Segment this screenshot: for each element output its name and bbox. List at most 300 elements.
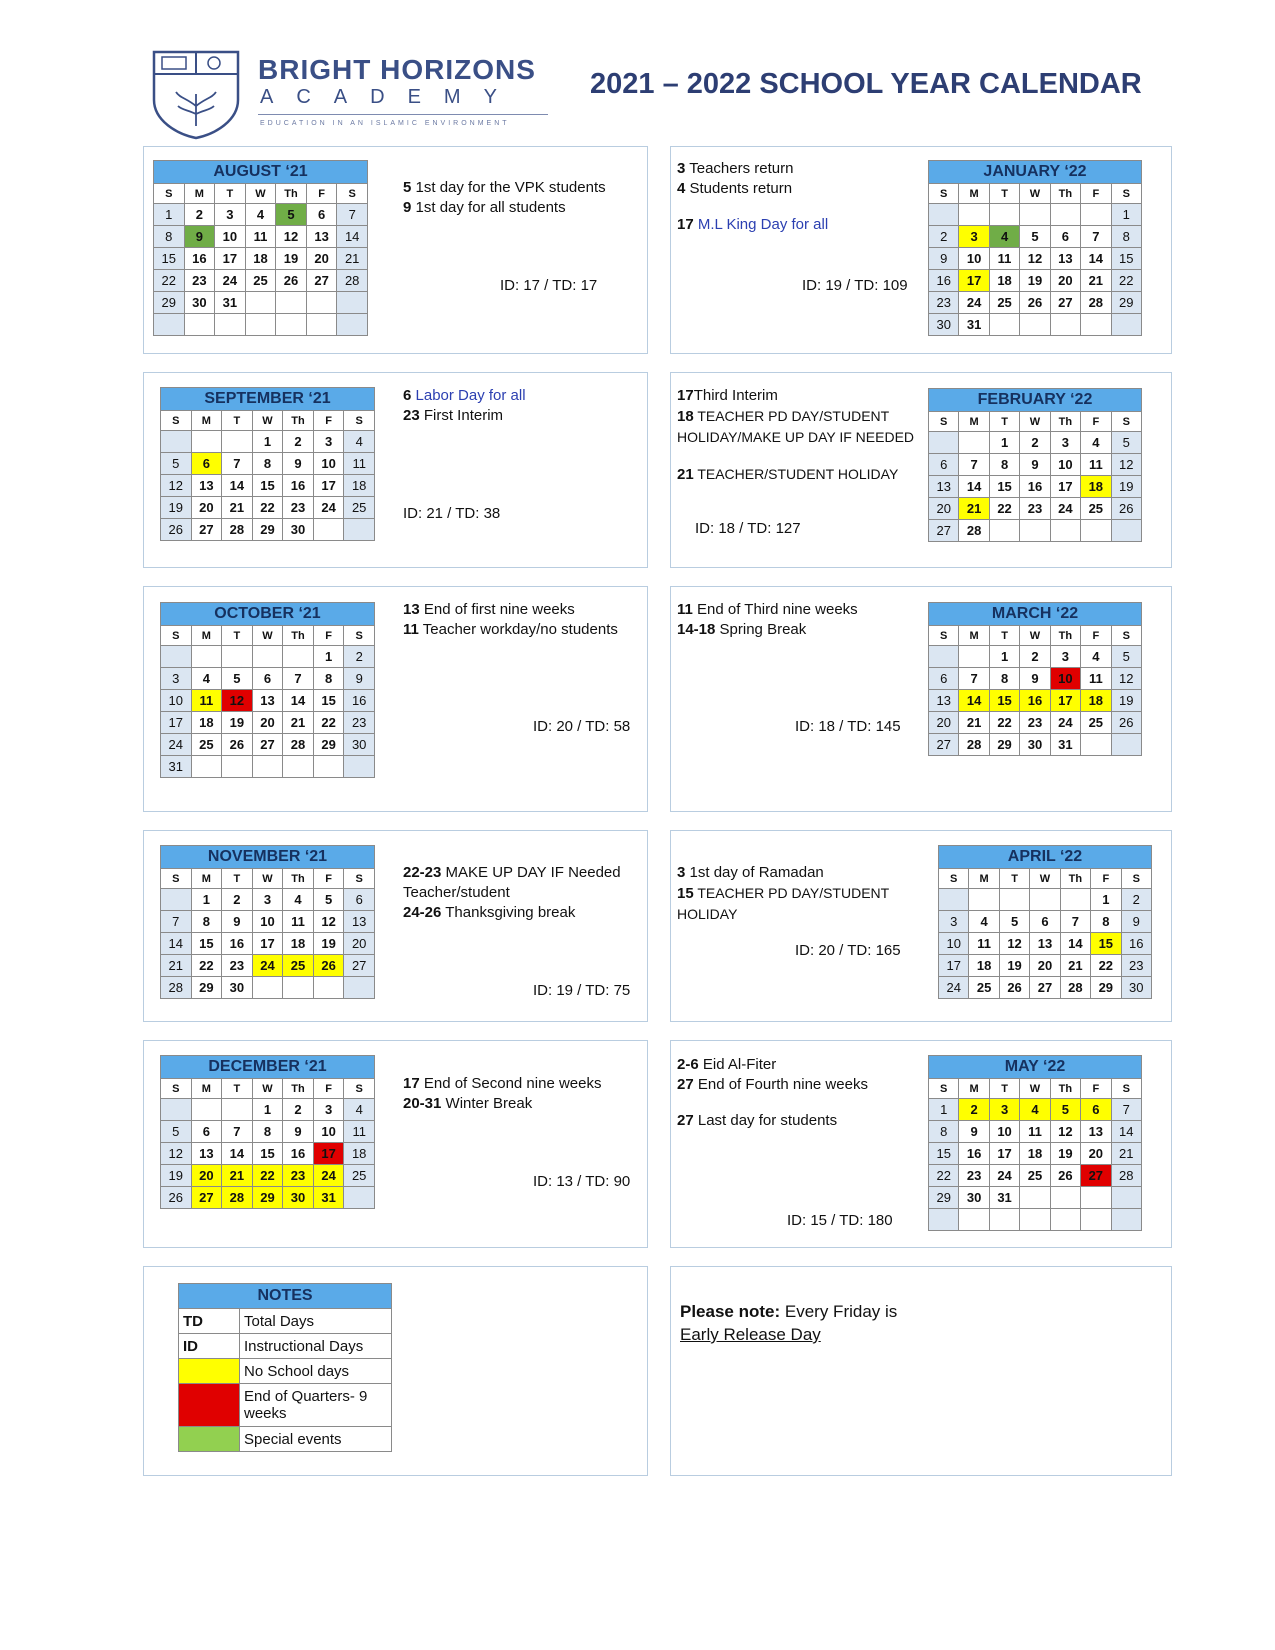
day-cell: 18: [344, 1143, 375, 1165]
weekday-header: F: [313, 1079, 344, 1099]
event-date: 22-23: [403, 864, 442, 881]
day-cell: 7: [1081, 226, 1111, 248]
day-cell: 9: [184, 226, 215, 248]
weekday-header: M: [959, 626, 989, 646]
day-cell: 11: [283, 911, 314, 933]
weekday-header: F: [313, 626, 344, 646]
day-cell: 10: [1050, 454, 1080, 476]
event-date: 2-6: [677, 1056, 699, 1073]
day-cell: 13: [344, 911, 375, 933]
day-cell: 25: [191, 734, 222, 756]
weekday-header: S: [929, 412, 959, 432]
day-cell: 20: [191, 1165, 222, 1187]
weekday-header: S: [161, 626, 192, 646]
event-description: End of Third nine weeks: [692, 601, 858, 618]
day-cell: 4: [989, 226, 1019, 248]
day-cell: 21: [222, 1165, 253, 1187]
event-item: [677, 386, 917, 406]
day-cell: 15: [252, 475, 283, 497]
empty-day-cell: [283, 756, 314, 778]
day-cell: 18: [344, 475, 375, 497]
empty-day-cell: [1020, 1187, 1050, 1209]
month-title: MAY ‘22: [929, 1056, 1142, 1079]
day-cell: 9: [222, 911, 253, 933]
day-cell: 14: [959, 476, 989, 498]
event-date: 15: [677, 885, 694, 902]
day-cell: 1: [191, 889, 222, 911]
event-description: End of first nine weeks: [419, 601, 575, 618]
day-cell: 18: [989, 270, 1019, 292]
day-cell: 27: [1030, 977, 1060, 999]
day-cell: 10: [252, 911, 283, 933]
notes-title: NOTES: [179, 1284, 392, 1309]
day-cell: 12: [999, 933, 1029, 955]
empty-day-cell: [306, 292, 337, 314]
day-cell: 12: [222, 690, 253, 712]
day-cell: 11: [191, 690, 222, 712]
day-cell: 25: [989, 292, 1019, 314]
empty-day-cell: [245, 292, 276, 314]
day-cell: 10: [161, 690, 192, 712]
panel-please-note: [670, 1266, 1172, 1476]
day-cell: 2: [283, 431, 314, 453]
day-cell: 25: [1081, 498, 1111, 520]
day-cell: 5: [1020, 226, 1050, 248]
weekday-header: Th: [1060, 869, 1090, 889]
event-date: 24-26: [403, 904, 442, 921]
event-description: TEACHER PD DAY/STUDENT HOLIDAY: [677, 885, 889, 922]
empty-day-cell: [337, 292, 368, 314]
weekday-header: W: [252, 869, 283, 889]
calendar-october: [160, 602, 375, 778]
day-cell: 17: [252, 933, 283, 955]
weekday-header: T: [999, 869, 1029, 889]
day-cell: 16: [344, 690, 375, 712]
day-cell: 9: [1121, 911, 1151, 933]
day-cell: 25: [1081, 712, 1111, 734]
notes-label-special-events: Special events: [240, 1427, 392, 1452]
weekday-header: S: [1111, 184, 1141, 204]
day-cell: 17: [1050, 690, 1080, 712]
day-cell: 20: [1050, 270, 1080, 292]
day-cell: 1: [1111, 204, 1141, 226]
empty-day-cell: [1050, 520, 1080, 542]
weekday-header: W: [1020, 184, 1050, 204]
empty-day-cell: [191, 756, 222, 778]
day-cell: 25: [344, 1165, 375, 1187]
day-cell: 28: [1111, 1165, 1141, 1187]
weekday-header: S: [154, 184, 185, 204]
day-cell: 27: [929, 520, 959, 542]
day-cell: 6: [929, 668, 959, 690]
weekday-header: W: [1030, 869, 1060, 889]
weekday-header: M: [191, 869, 222, 889]
empty-day-cell: [1081, 1187, 1111, 1209]
day-cell: 10: [313, 453, 344, 475]
day-cell: 27: [1081, 1165, 1111, 1187]
day-cell: 8: [191, 911, 222, 933]
weekday-header: Th: [283, 1079, 314, 1099]
events-october: [403, 600, 638, 640]
weekday-header: S: [1111, 626, 1141, 646]
day-cell: 13: [929, 476, 959, 498]
empty-day-cell: [161, 889, 192, 911]
day-cell: 1: [989, 646, 1019, 668]
day-cell: 28: [161, 977, 192, 999]
empty-day-cell: [1020, 1209, 1050, 1231]
weekday-header: T: [222, 411, 253, 431]
event-date: 21: [677, 466, 694, 483]
idtd-december: ID: 13 / TD: 90: [533, 1173, 631, 1190]
empty-day-cell: [1081, 520, 1111, 542]
empty-day-cell: [191, 1099, 222, 1121]
empty-day-cell: [1111, 1187, 1141, 1209]
day-cell: 2: [959, 1099, 989, 1121]
day-cell: 14: [1081, 248, 1111, 270]
day-cell: 7: [959, 454, 989, 476]
calendar-september: [160, 387, 375, 541]
day-cell: 13: [929, 690, 959, 712]
day-cell: 15: [191, 933, 222, 955]
day-cell: 17: [939, 955, 969, 977]
event-item: [677, 883, 927, 925]
day-cell: 25: [344, 497, 375, 519]
day-cell: 30: [222, 977, 253, 999]
day-cell: 11: [1020, 1121, 1050, 1143]
weekday-header: W: [1020, 412, 1050, 432]
day-cell: 8: [1091, 911, 1121, 933]
event-item: [677, 179, 917, 199]
day-cell: 27: [1050, 292, 1080, 314]
empty-day-cell: [989, 204, 1019, 226]
empty-day-cell: [215, 314, 246, 336]
empty-day-cell: [1111, 1209, 1141, 1231]
day-cell: 27: [191, 519, 222, 541]
day-cell: 14: [283, 690, 314, 712]
day-cell: 4: [245, 204, 276, 226]
org-name: BRIGHT HORIZONS: [258, 54, 536, 85]
day-cell: 14: [222, 1143, 253, 1165]
weekday-header: Th: [1050, 626, 1080, 646]
event-date: 4: [677, 180, 686, 197]
day-cell: 1: [929, 1099, 959, 1121]
day-cell: 25: [969, 977, 999, 999]
day-cell: 12: [161, 475, 192, 497]
day-cell: 29: [252, 519, 283, 541]
weekday-header: M: [191, 411, 222, 431]
day-cell: 16: [283, 1143, 314, 1165]
day-cell: 28: [1081, 292, 1111, 314]
day-cell: 6: [1081, 1099, 1111, 1121]
day-cell: 2: [1121, 889, 1151, 911]
weekday-header: M: [959, 184, 989, 204]
weekday-header: M: [191, 626, 222, 646]
empty-day-cell: [1050, 314, 1080, 336]
weekday-header: W: [252, 411, 283, 431]
day-cell: 1: [989, 432, 1019, 454]
day-cell: 21: [1081, 270, 1111, 292]
day-cell: 19: [999, 955, 1029, 977]
day-cell: 5: [161, 1121, 192, 1143]
day-cell: 19: [1111, 476, 1141, 498]
day-cell: 3: [252, 889, 283, 911]
empty-day-cell: [222, 431, 253, 453]
day-cell: 8: [252, 453, 283, 475]
weekday-header: F: [1081, 184, 1111, 204]
day-cell: 31: [215, 292, 246, 314]
events-february: [677, 386, 917, 485]
day-cell: 23: [344, 712, 375, 734]
day-cell: 19: [1020, 270, 1050, 292]
day-cell: 22: [313, 712, 344, 734]
empty-day-cell: [929, 432, 959, 454]
day-cell: 24: [959, 292, 989, 314]
day-cell: 21: [1111, 1143, 1141, 1165]
day-cell: 16: [283, 475, 314, 497]
day-cell: 5: [1111, 646, 1141, 668]
empty-day-cell: [313, 977, 344, 999]
day-cell: 12: [1050, 1121, 1080, 1143]
day-cell: 6: [344, 889, 375, 911]
day-cell: 22: [191, 955, 222, 977]
day-cell: 6: [306, 204, 337, 226]
day-cell: 28: [222, 1187, 253, 1209]
idtd-august: ID: 17 / TD: 17: [500, 277, 598, 294]
day-cell: 19: [313, 933, 344, 955]
day-cell: 2: [344, 646, 375, 668]
day-cell: 8: [1111, 226, 1141, 248]
day-cell: 5: [999, 911, 1029, 933]
day-cell: 15: [154, 248, 185, 270]
day-cell: 7: [959, 668, 989, 690]
day-cell: 13: [1050, 248, 1080, 270]
day-cell: 11: [1081, 668, 1111, 690]
day-cell: 29: [313, 734, 344, 756]
please-note-text: Every Friday is: [780, 1302, 898, 1321]
day-cell: 4: [1081, 646, 1111, 668]
idtd-february: ID: 18 / TD: 127: [695, 520, 801, 537]
day-cell: 26: [1111, 712, 1141, 734]
empty-day-cell: [959, 1209, 989, 1231]
day-cell: 9: [959, 1121, 989, 1143]
weekday-header: F: [1091, 869, 1121, 889]
day-cell: 16: [1121, 933, 1151, 955]
calendar-august: [153, 160, 368, 336]
empty-day-cell: [999, 889, 1029, 911]
day-cell: 11: [989, 248, 1019, 270]
day-cell: 23: [222, 955, 253, 977]
day-cell: 13: [191, 1143, 222, 1165]
weekday-header: S: [1111, 1079, 1141, 1099]
day-cell: 26: [1050, 1165, 1080, 1187]
day-cell: 24: [313, 1165, 344, 1187]
day-cell: 28: [959, 520, 989, 542]
day-cell: 3: [1050, 432, 1080, 454]
weekday-header: S: [929, 184, 959, 204]
event-description: Students return: [685, 180, 793, 197]
day-cell: 29: [929, 1187, 959, 1209]
day-cell: 31: [313, 1187, 344, 1209]
day-cell: 26: [276, 270, 307, 292]
day-cell: 11: [969, 933, 999, 955]
day-cell: 15: [989, 690, 1019, 712]
day-cell: 4: [1081, 432, 1111, 454]
day-cell: 8: [989, 454, 1019, 476]
notes-key-td: TD: [179, 1309, 240, 1334]
day-cell: 23: [1020, 712, 1050, 734]
weekday-header: M: [184, 184, 215, 204]
day-cell: 21: [161, 955, 192, 977]
day-cell: 7: [337, 204, 368, 226]
empty-day-cell: [252, 756, 283, 778]
empty-day-cell: [344, 977, 375, 999]
event-description: Teacher workday/no students: [418, 621, 618, 638]
event-item: [677, 600, 917, 620]
empty-day-cell: [222, 646, 253, 668]
day-cell: 2: [929, 226, 959, 248]
empty-day-cell: [1081, 1209, 1111, 1231]
calendar-april: [938, 845, 1152, 999]
day-cell: 7: [222, 1121, 253, 1143]
day-cell: 24: [1050, 712, 1080, 734]
day-cell: 31: [959, 314, 989, 336]
day-cell: 20: [1030, 955, 1060, 977]
empty-day-cell: [1020, 204, 1050, 226]
day-cell: 9: [344, 668, 375, 690]
logo-divider: [258, 114, 548, 115]
calendar-may: [928, 1055, 1142, 1231]
day-cell: 3: [161, 668, 192, 690]
day-cell: 26: [161, 1187, 192, 1209]
event-description: Spring Break: [715, 621, 807, 638]
empty-day-cell: [344, 519, 375, 541]
notes-label-end-quarter: End of Quarters- 9 weeks: [240, 1384, 392, 1427]
weekday-header: Th: [1050, 1079, 1080, 1099]
weekday-header: S: [344, 869, 375, 889]
day-cell: 5: [1111, 432, 1141, 454]
day-cell: 18: [191, 712, 222, 734]
event-item: [403, 903, 643, 923]
day-cell: 22: [1111, 270, 1141, 292]
day-cell: 3: [313, 1099, 344, 1121]
day-cell: 19: [161, 497, 192, 519]
empty-day-cell: [245, 314, 276, 336]
day-cell: 27: [191, 1187, 222, 1209]
empty-day-cell: [252, 646, 283, 668]
day-cell: 26: [1111, 498, 1141, 520]
event-date: 23: [403, 407, 420, 424]
day-cell: 5: [1050, 1099, 1080, 1121]
day-cell: 23: [929, 292, 959, 314]
day-cell: 29: [989, 734, 1019, 756]
org-tagline: EDUCATION IN AN ISLAMIC ENVIRONMENT: [260, 120, 510, 127]
weekday-header: T: [989, 412, 1019, 432]
weekday-header: W: [252, 626, 283, 646]
events-december: [403, 1074, 643, 1114]
day-cell: 23: [283, 1165, 314, 1187]
day-cell: 30: [344, 734, 375, 756]
day-cell: 13: [1081, 1121, 1111, 1143]
weekday-header: F: [306, 184, 337, 204]
day-cell: 18: [1020, 1143, 1050, 1165]
weekday-header: S: [161, 869, 192, 889]
event-item: [403, 620, 638, 640]
day-cell: 4: [191, 668, 222, 690]
weekday-header: F: [1081, 626, 1111, 646]
weekday-header: T: [989, 626, 1019, 646]
empty-day-cell: [1020, 520, 1050, 542]
day-cell: 1: [1091, 889, 1121, 911]
day-cell: 24: [989, 1165, 1019, 1187]
day-cell: 14: [1111, 1121, 1141, 1143]
day-cell: 29: [1091, 977, 1121, 999]
event-item: [677, 1075, 917, 1095]
day-cell: 18: [1081, 690, 1111, 712]
day-cell: 20: [1081, 1143, 1111, 1165]
day-cell: 2: [184, 204, 215, 226]
day-cell: 19: [161, 1165, 192, 1187]
calendar-march: [928, 602, 1142, 756]
event-description: Thanksgiving break: [441, 904, 576, 921]
day-cell: 18: [245, 248, 276, 270]
calendar-february: [928, 388, 1142, 542]
weekday-header: F: [313, 869, 344, 889]
event-date: 17: [677, 216, 694, 233]
events-may: [677, 1055, 917, 1131]
day-cell: 21: [283, 712, 314, 734]
event-description: End of Fourth nine weeks: [693, 1076, 868, 1093]
day-cell: 16: [929, 270, 959, 292]
event-description: Winter Break: [441, 1095, 533, 1112]
day-cell: 30: [1121, 977, 1151, 999]
event-date: 13: [403, 601, 420, 618]
day-cell: 27: [252, 734, 283, 756]
event-description: First Interim: [419, 407, 504, 424]
day-cell: 13: [252, 690, 283, 712]
empty-day-cell: [161, 1099, 192, 1121]
day-cell: 3: [1050, 646, 1080, 668]
empty-day-cell: [939, 889, 969, 911]
day-cell: 20: [252, 712, 283, 734]
day-cell: 26: [161, 519, 192, 541]
day-cell: 17: [959, 270, 989, 292]
day-cell: 19: [1111, 690, 1141, 712]
empty-day-cell: [161, 431, 192, 453]
event-description: 1st day of Ramadan: [685, 864, 824, 881]
day-cell: 2: [1020, 432, 1050, 454]
day-cell: 8: [313, 668, 344, 690]
day-cell: 22: [989, 712, 1019, 734]
weekday-header: S: [929, 1079, 959, 1099]
day-cell: 4: [969, 911, 999, 933]
day-cell: 8: [154, 226, 185, 248]
day-cell: 27: [344, 955, 375, 977]
day-cell: 22: [989, 498, 1019, 520]
day-cell: 23: [283, 497, 314, 519]
event-date: 3: [677, 160, 686, 177]
day-cell: 24: [939, 977, 969, 999]
empty-day-cell: [1020, 314, 1050, 336]
day-cell: 29: [252, 1187, 283, 1209]
day-cell: 21: [959, 712, 989, 734]
day-cell: 10: [959, 248, 989, 270]
day-cell: 20: [191, 497, 222, 519]
day-cell: 22: [252, 497, 283, 519]
weekday-header: F: [1081, 1079, 1111, 1099]
empty-day-cell: [1050, 1209, 1080, 1231]
weekday-header: S: [929, 626, 959, 646]
event-description: Eid Al-Fiter: [698, 1056, 777, 1073]
